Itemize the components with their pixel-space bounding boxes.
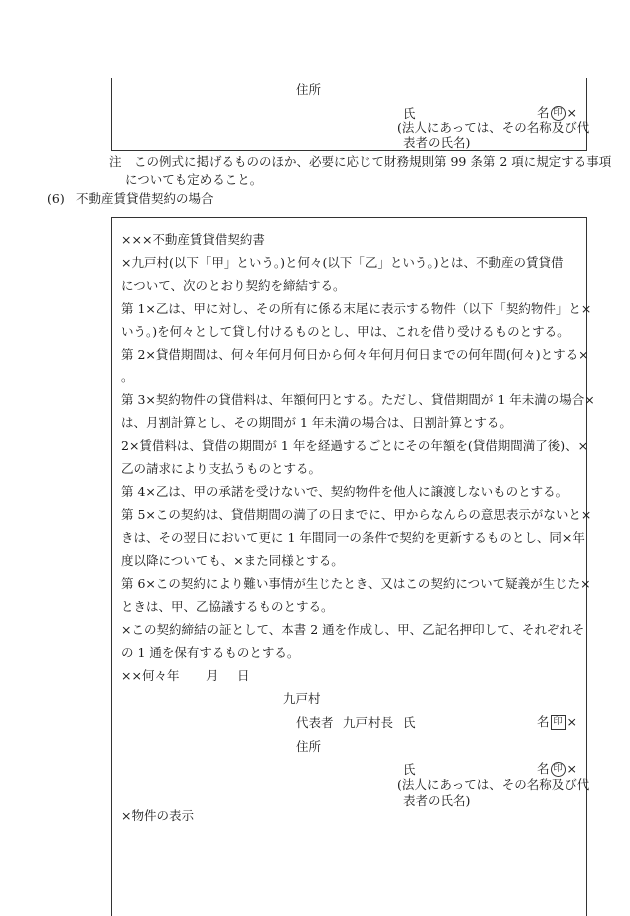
rep-cross: × [566, 714, 577, 729]
contract-line: の 1 通を保有するものとする。 [121, 645, 300, 660]
contract-box-top-border [111, 217, 587, 218]
contract-line: 第 1×乙は、甲に対し、その所有に係る末尾に表示する物件（以下「契約物件」と× [121, 301, 592, 316]
top-cross: × [566, 105, 577, 120]
top-box-bottom-border [111, 150, 587, 151]
contract-line: 第 6×この契約により難い事情が生じたとき、又はこの契約について疑義が生じた× [121, 576, 591, 591]
lessee-corp-note-line2: 表者の氏名) [403, 793, 471, 808]
contract-line: ×九戸村(以下「甲」という。)と何々(以下「乙」という。)とは、不動産の賃貸借 [121, 255, 564, 270]
date-month: 月 [206, 668, 219, 683]
lessee-corp-note-line1: (法人にあっては、その名称及び代 [397, 777, 590, 792]
representative-label: 代表者 [296, 715, 334, 730]
representative-name: 九戸村長 [343, 715, 394, 730]
date-day: 日 [237, 668, 250, 683]
property-label: ×物件の表示 [121, 808, 194, 823]
representative-name-label: 氏 [403, 715, 416, 730]
section-title: 不動産賃貸借契約の場合 [76, 191, 214, 206]
representative-seal [537, 715, 577, 730]
lessee-address-label: 住所 [296, 739, 322, 754]
top-name-seal [537, 106, 577, 121]
top-box-left-border [111, 78, 112, 151]
contract-line: 。 [121, 369, 134, 384]
contract-line: きは、その翌日において更に 1 年間同一の条件で契約を更新するものとし、同×年 [121, 530, 585, 545]
top-name-label: 氏 [403, 106, 416, 121]
contract-line: 度以降についても、×また同様とする。 [121, 553, 344, 568]
contract-line: ×××不動産賃貸借契約書 [121, 232, 265, 247]
section-number: (6) [47, 191, 65, 206]
village-name: 九戸村 [283, 691, 321, 706]
rep-name-suffix: 名 [537, 714, 550, 729]
contract-line: ときは、甲、乙協議するものとする。 [121, 599, 334, 614]
contract-box-left-border [111, 217, 112, 916]
lessee-name-label: 氏 [403, 762, 416, 777]
lessee-seal [537, 762, 577, 777]
top-corp-note-line1: (法人にあっては、その名称及び代 [397, 120, 590, 135]
note-line2: についても定めること。 [125, 172, 263, 187]
top-box-right-border [586, 78, 587, 151]
contract-line: 乙の請求により支払うものとする。 [121, 461, 322, 476]
contract-line: について、次のとおり契約を締結する。 [121, 278, 346, 293]
top-corp-note-line2: 表者の氏名) [403, 135, 471, 150]
lessee-name-suffix: 名 [537, 761, 550, 776]
note-line1: この例式に掲げるもののほか、必要に応じて財務規則第 99 条第 2 項に規定する事項 [134, 154, 612, 169]
contract-line: ×この契約締結の証として、本書 2 通を作成し、甲、乙記名押印して、それぞれそ [121, 622, 585, 637]
contract-line: 2×賃借料は、貸借の期間が 1 年を経過するごとにその年額を(貸借期間満了後)、× [121, 438, 589, 453]
seal-icon: 印 [551, 106, 566, 121]
seal-icon: 印 [551, 762, 566, 777]
note-label: 注 [109, 154, 122, 169]
date-prefix: ××何々年 [121, 668, 180, 683]
top-name-suffix: 名 [537, 105, 550, 120]
lessee-cross: × [566, 761, 577, 776]
seal-icon: 印 [551, 715, 566, 730]
contract-line: 第 5×この契約は、貸借期間の満了の日までに、甲からなんらの意思表示がないと× [121, 507, 592, 522]
contract-line: 第 3×契約物件の貸借料は、年額何円とする。ただし、貸借期間が 1 年未満の場合× [121, 392, 595, 407]
top-address-label: 住所 [296, 82, 322, 97]
contract-line: 第 2×貸借期間は、何々年何月何日から何々年何月何日までの何年間(何々)とする× [121, 347, 589, 362]
contract-line: は、月割計算とし、その期間が 1 年未満の場合は、日割計算とする。 [121, 415, 512, 430]
contract-line: いう。)を何々として貸し付けるものとし、甲は、これを借り受けるものとする。 [121, 324, 570, 339]
contract-line: 第 4×乙は、甲の承諾を受けないで、契約物件を他人に譲渡しないものとする。 [121, 484, 569, 499]
contract-box-right-border [586, 217, 587, 916]
